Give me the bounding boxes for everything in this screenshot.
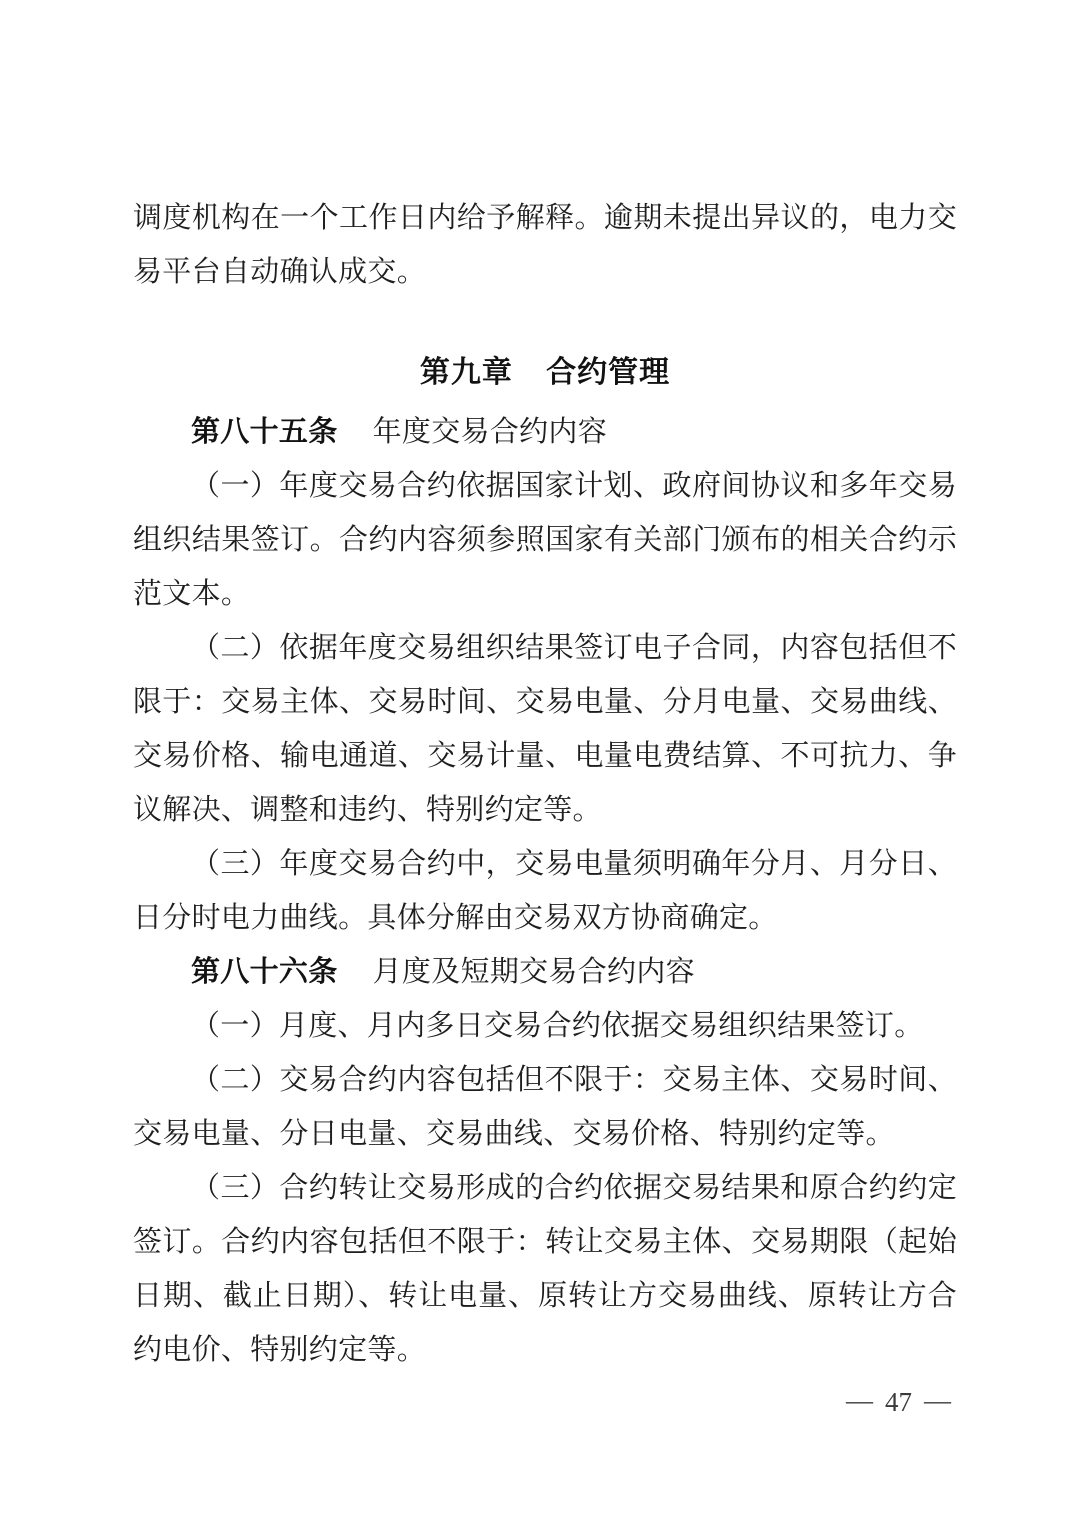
footer-dash-right: —	[924, 1385, 951, 1415]
footer-dash-left: —	[846, 1385, 873, 1415]
article-85-clause-3: （三）年度交易合约中，交易电量须明确年分月、月分日、日分时电力曲线。具体分解由交易双方协商确定。	[133, 848, 957, 934]
article-86	[133, 945, 957, 1377]
chapter-title: 合约管理	[546, 356, 671, 389]
article-86-number: 第八十六条	[191, 956, 338, 988]
continuation-paragraph: 调度机构在一个工作日内给予解释。逾期未提出异议的，电力交易平台自动确认成交。	[133, 202, 957, 288]
article-85-clause-1: （一）年度交易合约依据国家计划、政府间协议和多年交易组织结果签订。合约内容须参照国家有关部门颁布的相关合约示范文本。	[133, 470, 957, 610]
article-85-number: 第八十五条	[191, 416, 338, 448]
document-body	[133, 191, 957, 1377]
chapter-number: 第九章	[419, 356, 513, 389]
chapter-heading	[133, 346, 957, 400]
article-85-clause-2: （二）依据年度交易组织结果签订电子合同，内容包括但不限于：交易主体、交易时间、交易电量、分月电量、交易曲线、交易价格、输电通道、交易计量、电量电费结算、不可抗力、争议解决、调整和违约、特别约定等。	[133, 632, 957, 826]
page-footer	[846, 1386, 951, 1418]
article-85-heading	[133, 405, 957, 459]
page-number: 47	[885, 1387, 912, 1417]
article-86-clause-3: （三）合约转让交易形成的合约依据交易结果和原合约约定签订。合约内容包括但不限于：转让交易主体、交易期限（起始日期、截止日期）、转让电量、原转让方交易曲线、原转让方合约电价、特别约定等。	[133, 1172, 957, 1366]
article-85-title: 年度交易合约内容	[372, 416, 608, 448]
article-85	[133, 405, 957, 945]
article-86-clause-1: （一）月度、月内多日交易合约依据交易组织结果签订。	[191, 1010, 924, 1042]
article-86-heading	[133, 945, 957, 999]
article-86-title: 月度及短期交易合约内容	[372, 956, 695, 988]
article-86-clause-2: （二）交易合约内容包括但不限于：交易主体、交易时间、交易电量、分日电量、交易曲线、交易价格、特别约定等。	[133, 1064, 957, 1150]
